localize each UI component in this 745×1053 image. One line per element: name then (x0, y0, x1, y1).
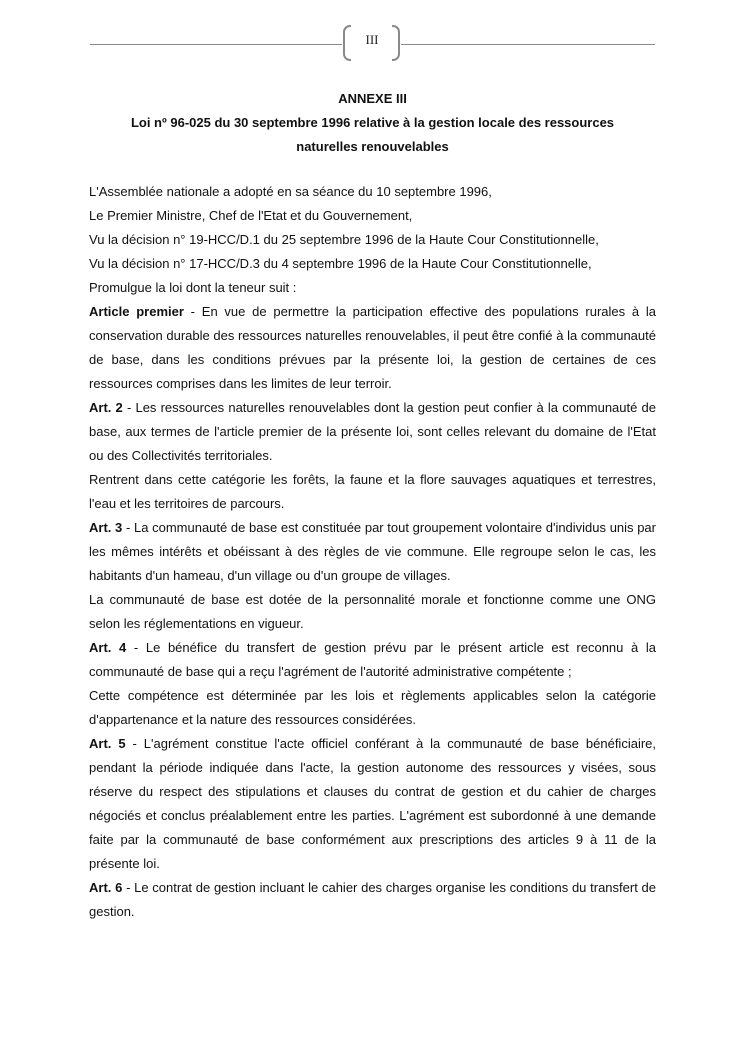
article-3 (89, 516, 656, 588)
article-text: - Le contrat de gestion incluant le cahier des charges organise les conditions du transfert de gestion. (89, 880, 656, 919)
preamble-line: Vu la décision n° 19-HCC/D.1 du 25 septembre 1996 de la Haute Cour Constitutionnelle, (89, 232, 599, 247)
right-bracket-icon (392, 25, 400, 61)
article-text: - L'agrément constitue l'acte officiel conférant à la communauté de base bénéficiaire, pendant la période indiquée dans l'acte, la gestion autonome des ressources y visées, sous réserve du respect des stipulations et clauses du contrat de gestion et du cahier de charges négociés et conclus préalablement entre les parties. L'agrément est subordonné à une demande faite par la communauté de base conformément aux prescriptions des articles 9 à 11 de la présente loi. (89, 736, 656, 871)
header-rule-left (90, 44, 342, 45)
article-4 (89, 636, 656, 684)
article-text: - Le bénéfice du transfert de gestion prévu par le présent article est reconnu à la communauté de base qui a reçu l'agrément de l'autorité administrative compétente ; (89, 640, 657, 679)
article-label: Art. 4 (89, 640, 127, 655)
article-1 (89, 300, 656, 396)
article-text: - Les ressources naturelles renouvelables dont la gestion peut confier à la communauté de base, aux termes de l'article premier de la présente loi, sont celles relevant du domaine de l'Etat ou des Collectivités territoriales. (89, 400, 656, 463)
header-rule-right (401, 44, 655, 45)
preamble-line: Vu la décision n° 17-HCC/D.3 du 4 septembre 1996 de la Haute Cour Constitutionnelle, (89, 256, 592, 271)
article-text: - En vue de permettre la participation effective des populations rurales à la conservation durable des ressources naturelles renouvelables, il peut être confié à la communauté de base, dans les conditions prévues par la présente loi, la gestion de certaines de ces ressources comprises dans les limites de leur terroir. (89, 304, 657, 391)
law-title-line2: naturelles renouvelables (296, 139, 449, 154)
preamble-line: L'Assemblée nationale a adopté en sa séance du 10 septembre 1996, (89, 184, 492, 199)
article-label: Article premier (89, 304, 184, 319)
article-label: Art. 2 (89, 400, 123, 415)
annex-title: ANNEXE III (338, 91, 407, 106)
article-6 (89, 876, 656, 924)
article-label: Art. 6 (89, 880, 123, 895)
article-4-paragraph: Cette compétence est déterminée par les lois et règlements applicables selon la catégorie d'appartenance et la nature des ressources considérées. (89, 688, 656, 727)
preamble-line: Le Premier Ministre, Chef de l'Etat et du Gouvernement, (89, 208, 413, 223)
article-2-paragraph: Rentrent dans cette catégorie les forêts, la faune et la flore sauvages aquatiques et terrestres, l'eau et les territoires de parcours. (89, 472, 656, 511)
article-3-paragraph: La communauté de base est dotée de la personnalité morale et fonctionne comme une ONG selon les réglementations en vigueur. (89, 592, 656, 631)
preamble-line: Promulgue la loi dont la teneur suit : (89, 280, 297, 295)
article-text: - La communauté de base est constituée par tout groupement volontaire d'individus unis par les mêmes intérêts et obéissant à des règles de vie commune. Elle regroupe selon le cas, les habitants d'un hameau, d'un village ou d'un groupe de villages. (89, 520, 656, 583)
article-5 (89, 732, 656, 876)
document-body (89, 180, 656, 924)
left-bracket-icon (343, 25, 351, 61)
document-title (90, 87, 655, 159)
article-2 (89, 396, 656, 468)
article-label: Art. 5 (89, 736, 126, 751)
article-label: Art. 3 (89, 520, 123, 535)
page-header (90, 24, 655, 64)
page-number: III (365, 32, 379, 47)
law-title-line1: Loi nº 96-025 du 30 septembre 1996 relative à la gestion locale des ressources (130, 115, 615, 130)
